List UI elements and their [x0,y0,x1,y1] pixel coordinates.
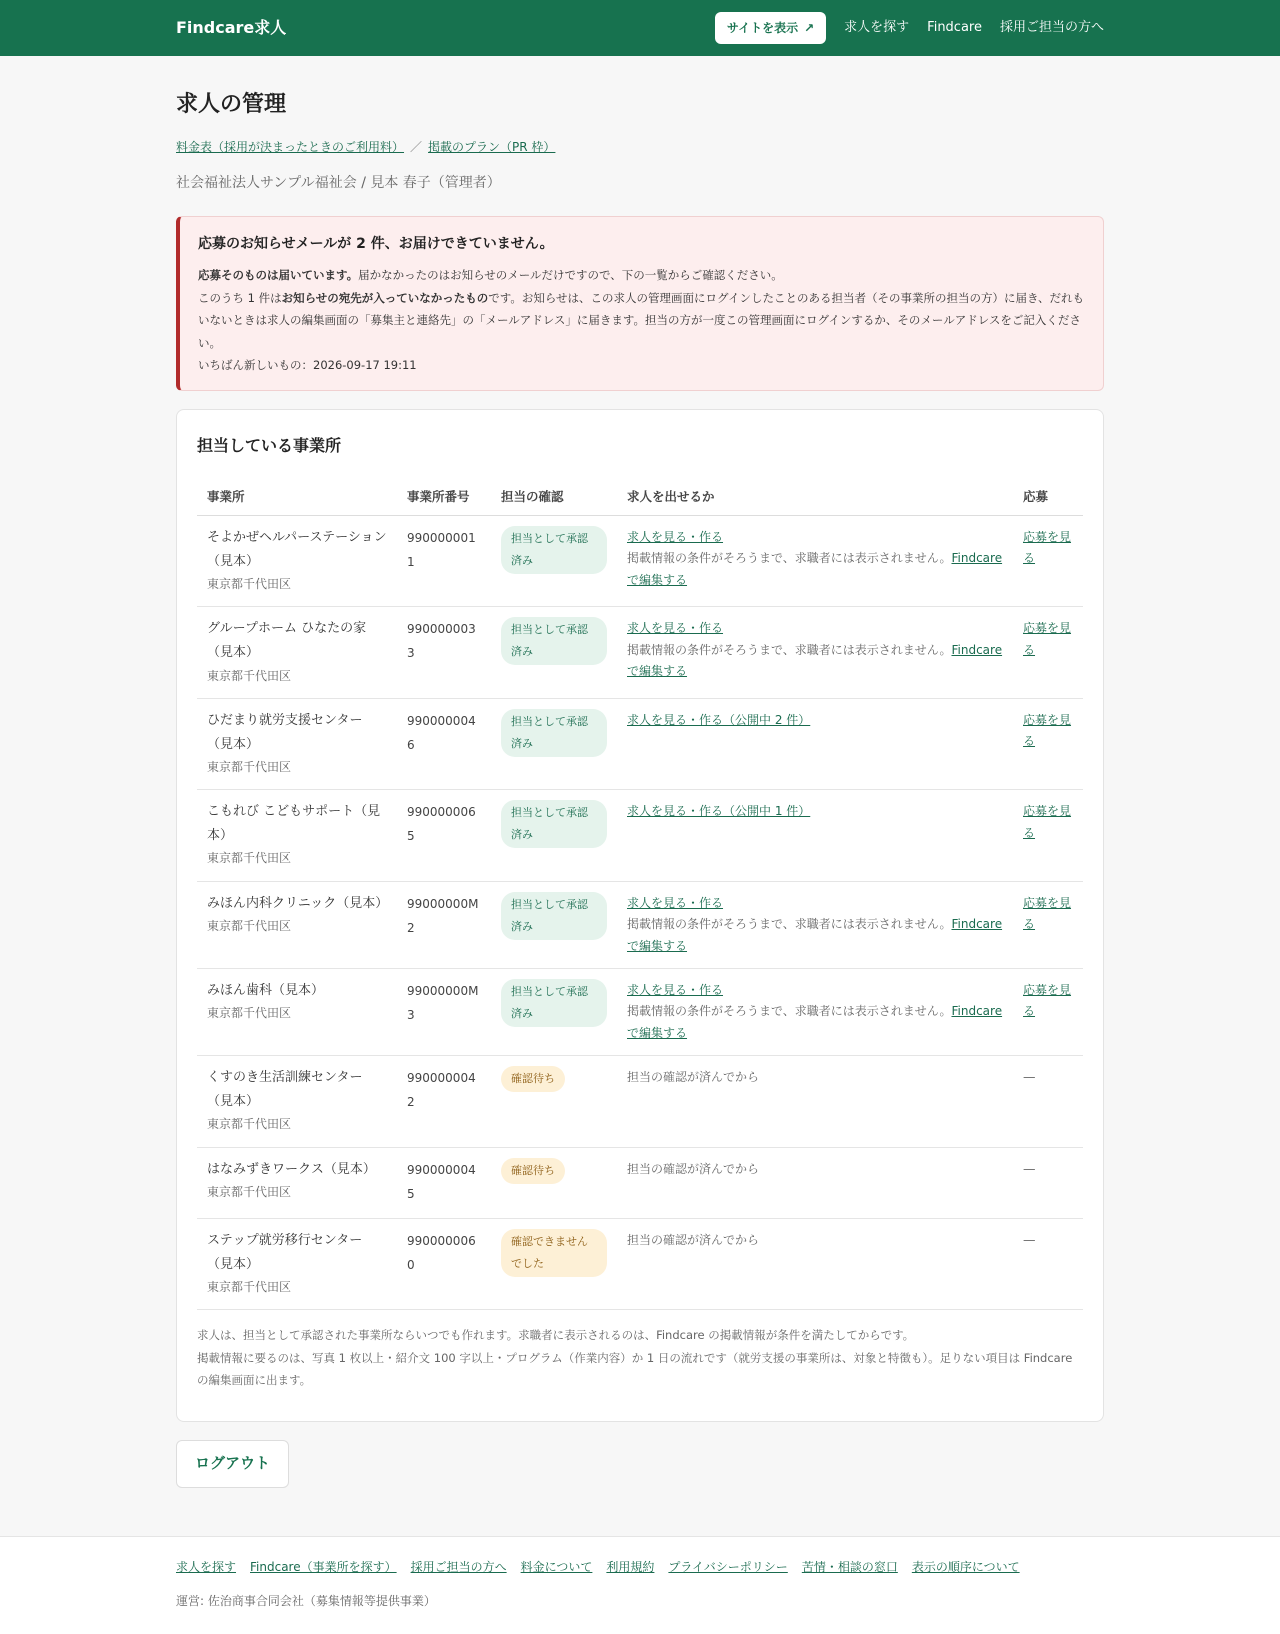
org-user-line: 社会福祉法人サンプル福祉会 / 見本 春子（管理者） [176,174,501,191]
view-site-button[interactable] [715,12,826,44]
nav-recruiters[interactable]: 採用ご担当の方へ [999,19,1104,35]
nav-find-jobs[interactable]: 求人を探す [844,19,910,35]
table-row [197,515,1083,606]
nav-findcare[interactable]: Findcare [927,19,982,35]
edit-link[interactable]: Findcare で編集する [627,551,1003,587]
office-name: グループホーム ひなたの家（見本） [207,621,367,661]
table-row [197,607,1083,698]
status-badge: 担当として承認済み [501,526,607,574]
apply-link[interactable]: 応募を見る [1023,983,1072,1019]
office-number: 9900000060 [407,1233,476,1272]
apply-link[interactable]: 応募を見る [1023,895,1072,932]
apply-link[interactable]: 応募を見る [1023,804,1072,840]
footnote-line-2: 掲載情報に要るのは、写真 1 枚以上・紹介文 100 字以上・プログラム（作業内容）か 1 日の流れです（就労支援の事業所は、対象と特徴も）。足りない項目は Findcare の編集画面に出ます。 [197,1350,1073,1388]
table-row [197,698,1083,789]
apply-dash: — [1023,1160,1036,1176]
status-badge: 確認待ち [501,1066,565,1092]
header-office: 事業所 [197,478,397,516]
office-name: そよかぜヘルパーステーション（見本） [207,529,387,569]
table-row [197,1218,1083,1309]
jobs-link-published[interactable]: 求人を見る・作る（公開中 2 件） [627,712,811,727]
apply-dash: — [1023,1069,1036,1085]
office-number: 9900000046 [407,713,476,752]
office-area: 東京都千代田区 [207,577,292,592]
status-badge: 確認待ち [501,1158,565,1184]
jobs-note: 掲載情報の条件がそろうまで、求職者には表示されません。 [627,917,952,932]
offices-card [176,409,1104,1422]
alert-title: 応募のお知らせメールが 2 件、お届けできていません。 [198,235,554,252]
footer-link-display-order[interactable]: 表示の順序について [911,1559,1020,1574]
pending-text: 担当の確認が済んでから [627,1161,760,1176]
alert-line-1-rest: 届かなかったのはお知らせのメールだけですので、下の一覧からご確認ください。 [358,268,783,283]
office-number: 99000000M2 [407,896,479,935]
alert-line-1 [198,264,1085,286]
office-name: ステップ就労移行センター（見本） [207,1232,363,1272]
main-content [176,56,1104,1488]
office-name: こもれび こどもサポート（見本） [207,804,381,844]
office-name: はなみずきワークス（見本） [207,1161,376,1177]
apply-dash: — [1023,1231,1036,1247]
footer [0,1536,1280,1634]
office-number: 9900000033 [407,622,476,661]
footer-links [176,1557,1104,1577]
fee-table-link[interactable]: 料金表（採用が決まったときのご利用料） [176,140,405,155]
sub-nav [176,137,1104,157]
alert-line-2-bold: お知らせの宛先が入っていなかったもの [281,290,489,305]
office-number: 9900000011 [407,530,476,569]
status-badge: 担当として承認済み [501,617,607,665]
status-badge: 担当として承認済み [501,709,607,757]
offices-table [197,478,1083,1311]
alert-line-2-a: このうち 1 件は [198,290,282,305]
footer-link-fees[interactable]: 料金について [520,1559,593,1574]
office-name: みほん歯科（見本） [207,983,325,999]
brand-logo[interactable]: Findcare求人 [176,18,287,38]
footer-link-recruiters[interactable]: 採用ご担当の方へ [410,1559,507,1574]
status-badge: 確認できませんでした [501,1229,607,1277]
apply-link[interactable]: 応募を見る [1023,712,1072,749]
jobs-note: 掲載情報の条件がそろうまで、求職者には表示されません。 [627,1004,952,1019]
apply-link[interactable]: 応募を見る [1023,529,1072,566]
table-footnote [197,1324,1083,1391]
alert-line-2-b: です。お知らせは、この求人の管理画面にログインしたことのある担当者（その事業所の担当の方）に届き、だれもいないときは求人の編集画面の「募集主と連絡先」の「メールアドレス」に届きます。担当の方が一度この管理画面にログインするか、そのメールアドレスをご記入ください。 [198,290,1084,350]
alert-latest: いちばん新しいもの：2026-09-17 19:11 [198,358,417,373]
office-name: くすのき生活訓練センター（見本） [207,1070,363,1110]
plan-link[interactable]: 掲載のプラン（PR 枠） [428,140,556,155]
status-badge: 担当として承認済み [501,979,607,1027]
top-nav [715,12,1104,44]
table-row [197,969,1083,1056]
view-site-label: サイトを表示 [726,20,799,35]
operator-info: 運営: 佐治商事合同会社（募集情報等提供事業） [176,1594,436,1609]
office-area: 東京都千代田区 [207,1279,292,1294]
edit-link[interactable]: Findcare で編集する [627,1004,1003,1040]
footer-link-terms[interactable]: 利用規約 [606,1559,655,1574]
office-number: 9900000042 [407,1071,476,1110]
footer-link-complaints[interactable]: 苦情・相談の窓口 [801,1559,898,1574]
jobs-link[interactable]: 求人を見る・作る [627,983,724,998]
jobs-link[interactable]: 求人を見る・作る [627,529,724,544]
top-bar [0,0,1280,56]
office-name: ひだまり就労支援センター（見本） [207,712,363,752]
office-name: みほん内科クリニック（見本） [207,895,389,911]
header-confirm: 担当の確認 [491,478,617,516]
table-row [197,1147,1083,1218]
apply-link[interactable]: 応募を見る [1023,621,1072,657]
header-jobs: 求人を出せるか [617,478,1013,516]
header-apply: 応募 [1013,478,1083,516]
footer-link-findcare[interactable]: Findcare（事業所を探す） [250,1559,397,1574]
office-area: 東京都千代田区 [207,1006,292,1021]
mail-failure-alert [176,216,1104,392]
office-area: 東京都千代田区 [207,851,292,866]
edit-link[interactable]: Findcare で編集する [627,642,1003,679]
jobs-note: 掲載情報の条件がそろうまで、求職者には表示されません。 [627,642,952,657]
status-badge: 担当として承認済み [501,800,607,848]
jobs-note: 掲載情報の条件がそろうまで、求職者には表示されません。 [627,551,952,566]
subnav-separator: ／ [410,140,423,155]
header-number: 事業所番号 [397,478,491,516]
table-row [197,1056,1083,1147]
office-number: 9900000065 [407,805,476,844]
pending-text: 担当の確認が済んでから [627,1232,760,1247]
office-number: 99000000M3 [407,984,479,1023]
edit-link[interactable]: Findcare で編集する [627,917,1003,953]
jobs-link-published[interactable]: 求人を見る・作る（公開中 1 件） [627,804,811,819]
office-area: 東京都千代田区 [207,668,292,683]
table-header-row [197,478,1083,516]
footnote-line-1: 求人は、担当として承認された事業所ならいつでも作れます。求職者に表示されるのは、Findcare の掲載情報が条件を満たしてからです。 [197,1328,915,1343]
jobs-link[interactable]: 求人を見る・作る [627,621,724,636]
office-area: 東京都千代田区 [207,918,292,933]
status-badge: 担当として承認済み [501,892,607,940]
offices-title: 担当している事業所 [197,436,342,456]
alert-line-1-bold: 応募そのものは届いています。 [198,268,359,283]
logout-button[interactable]: ログアウト [176,1440,289,1488]
table-row [197,881,1083,968]
office-area: 東京都千代田区 [207,1184,292,1199]
pending-text: 担当の確認が済んでから [627,1070,760,1085]
table-row [197,790,1083,881]
footer-link-find-jobs[interactable]: 求人を探す [176,1559,237,1574]
footer-link-privacy[interactable]: プライバシーポリシー [668,1559,788,1574]
office-number: 9900000045 [407,1162,476,1201]
external-link-icon: ↗ [804,20,815,35]
jobs-link[interactable]: 求人を見る・作る [627,895,724,910]
alert-line-2 [198,287,1085,354]
page-title: 求人の管理 [176,92,287,117]
office-area: 東京都千代田区 [207,759,292,774]
office-area: 東京都千代田区 [207,1117,292,1132]
